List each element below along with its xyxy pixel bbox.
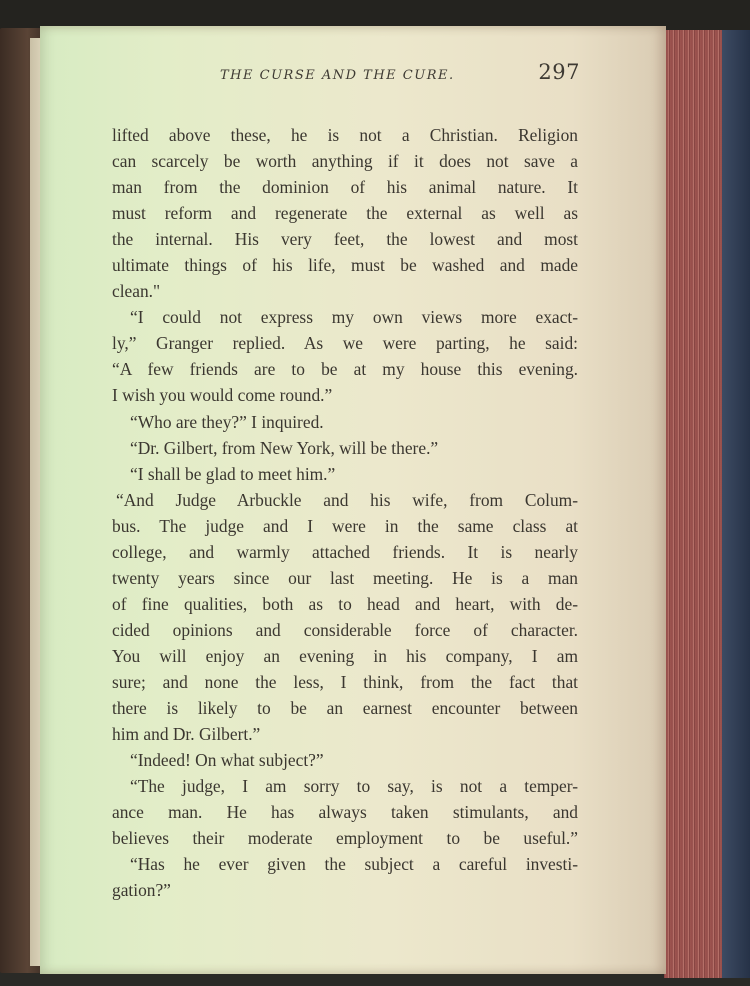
- text-line: gation?”: [112, 880, 171, 901]
- text-line: the internal. His very feet, the lowest and most: [112, 229, 578, 250]
- text-line: him and Dr. Gilbert.”: [112, 724, 261, 745]
- text-line: “Dr. Gilbert, from New York, will be there.”: [130, 437, 439, 458]
- text-line: “Who are they?” I inquired.: [130, 411, 324, 432]
- text-line: must reform and regenerate the external as well as: [112, 203, 578, 224]
- text-line: ance man. He has always taken stimulants, and: [112, 802, 578, 823]
- text-line: ly,” Granger replied. As we were parting, he said:: [112, 333, 578, 354]
- running-title: THE CURSE AND THE CURE.: [220, 68, 455, 83]
- text-line: twenty years since our last meeting. He is a man: [112, 567, 578, 588]
- text-line: “I could not express my own views more exact-: [130, 307, 578, 328]
- text-line: college, and warmly attached friends. It is nearly: [112, 541, 578, 562]
- text-line: I wish you would come round.”: [112, 385, 333, 406]
- text-line: “And Judge Arbuckle and his wife, from Colum-: [116, 489, 578, 510]
- text-line: bus. The judge and I were in the same class at: [112, 515, 578, 536]
- text-line: clean.": [112, 281, 161, 302]
- text-line: sure; and none the less, I think, from the fact that: [112, 671, 578, 692]
- text-line: of fine qualities, both as to head and heart, with de-: [112, 593, 578, 614]
- text-line: lifted above these, he is not a Christian. Religion: [112, 125, 578, 145]
- text-line: “I shall be glad to meet him.”: [130, 463, 336, 484]
- text-line: believes their moderate employment to be useful.”: [112, 828, 578, 849]
- page-number: 297: [538, 60, 580, 84]
- text-line: “The judge, I am sorry to say, is not a temper-: [130, 776, 578, 797]
- text-line: You will enjoy an evening in his company, I am: [112, 645, 578, 666]
- text-line: there is likely to be an earnest encounter between: [112, 698, 578, 719]
- text-line: “A few friends are to be at my house this evening.: [112, 359, 578, 380]
- text-line: cided opinions and considerable force of character.: [112, 619, 578, 640]
- book-cover-right: [722, 30, 750, 978]
- page-header: [180, 60, 580, 90]
- text-line: ultimate things of his life, must be washed and made: [112, 255, 578, 276]
- text-line: can scarcely be worth anything if it does not save a: [112, 151, 578, 172]
- text-line: “Indeed! On what subject?”: [130, 750, 324, 771]
- body-text: [112, 122, 578, 903]
- text-line: “Has he ever given the subject a careful investi-: [130, 854, 578, 875]
- text-line: man from the dominion of his animal nature. It: [112, 177, 578, 198]
